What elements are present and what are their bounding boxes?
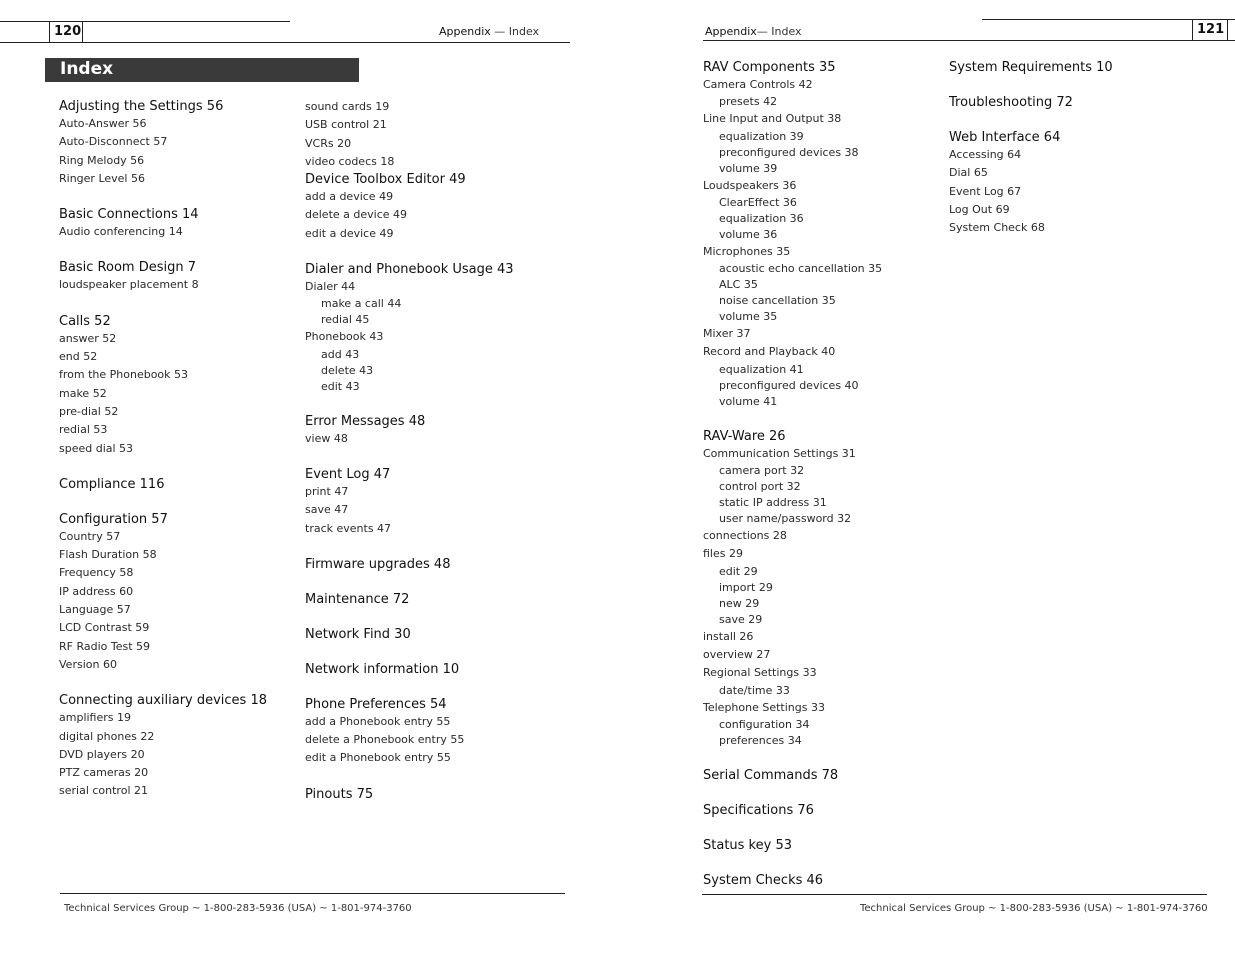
index-entry: Dialer 44 <box>305 280 356 294</box>
index-entry: PTZ cameras 20 <box>59 766 149 780</box>
index-title: Index <box>60 59 114 79</box>
index-subentry: control port 32 <box>719 480 801 494</box>
index-entry: overview 27 <box>703 647 771 661</box>
index-entry: Mixer 37 <box>703 327 751 341</box>
index-entry: speed dial 53 <box>59 441 134 455</box>
index-column-right-2 <box>949 59 1113 237</box>
index-entry: Audio conferencing 14 <box>59 225 183 239</box>
entry-spacer <box>703 819 882 837</box>
index-entry: answer 52 <box>59 331 117 345</box>
index-heading: Error Messages 48 <box>305 413 426 429</box>
index-heading: Maintenance 72 <box>305 591 410 607</box>
header-rule-right <box>703 40 1235 41</box>
index-entry: Frequency 58 <box>59 566 134 580</box>
index-subentry: preferences 34 <box>719 733 802 747</box>
index-entry: Loudspeakers 36 <box>703 178 797 192</box>
index-entry: Microphones 35 <box>703 244 791 258</box>
index-entry: make 52 <box>59 386 107 400</box>
footer-rule-right <box>702 894 1207 895</box>
index-column-left-1 <box>59 98 267 801</box>
page-number-right: 121 <box>1197 22 1225 37</box>
index-entry: RF Radio Test 59 <box>59 639 151 653</box>
page-number-box-left-edge <box>49 21 50 42</box>
index-subentry: equalization 41 <box>719 362 804 376</box>
running-head-title: Index <box>508 25 540 38</box>
index-entry: IP address 60 <box>59 584 134 598</box>
index-subentry: redial 45 <box>321 313 370 327</box>
index-subentry: noise cancellation 35 <box>719 294 836 308</box>
index-entry: video codecs 18 <box>305 154 395 168</box>
index-entry: System Check 68 <box>949 221 1045 235</box>
index-entry: Country 57 <box>59 529 121 543</box>
index-entry: add a Phonebook entry 55 <box>305 714 451 728</box>
index-entry: Camera Controls 42 <box>703 78 813 91</box>
index-heading: Serial Commands 78 <box>703 767 839 783</box>
index-column-left-2 <box>305 98 514 803</box>
entry-spacer <box>949 111 1113 129</box>
index-entry: edit a Phonebook entry 55 <box>305 751 451 765</box>
index-entry: save 47 <box>305 503 349 517</box>
index-heading: Network Find 30 <box>305 626 411 642</box>
index-entry: Communication Settings 31 <box>703 446 856 460</box>
index-heading: Basic Connections 14 <box>59 207 199 223</box>
index-entry: Language 57 <box>59 603 131 617</box>
running-head-title: Index <box>771 25 802 38</box>
entry-spacer <box>305 608 514 626</box>
index-entry: Ring Melody 56 <box>59 153 145 167</box>
entry-spacer <box>305 395 514 413</box>
index-heading: Troubleshooting 72 <box>949 95 1073 110</box>
index-subentry: configuration 34 <box>719 717 810 731</box>
page-number-box-right-edge <box>1227 19 1228 40</box>
index-subentry: user name/password 32 <box>719 512 852 526</box>
index-subentry: static IP address 31 <box>719 496 827 510</box>
index-entry: amplifiers 19 <box>59 711 131 725</box>
index-heading: RAV Components 35 <box>703 60 836 75</box>
index-subentry: date/time 33 <box>719 683 790 697</box>
index-subentry: volume 36 <box>719 227 778 241</box>
index-entry: Record and Playback 40 <box>703 345 836 359</box>
index-entry: edit a device 49 <box>305 226 394 240</box>
index-entry: print 47 <box>305 484 349 498</box>
index-entry: Auto-Disconnect 57 <box>59 135 168 149</box>
index-heading: Status key 53 <box>703 837 792 853</box>
index-entry: delete a Phonebook entry 55 <box>305 733 465 747</box>
index-heading: Firmware upgrades 48 <box>305 556 451 572</box>
index-subentry: preconfigured devices 40 <box>719 378 859 392</box>
index-subentry: equalization 36 <box>719 211 804 225</box>
index-entry: connections 28 <box>703 529 787 543</box>
entry-spacer <box>59 493 267 511</box>
index-entry: track events 47 <box>305 521 392 535</box>
header-rule-left <box>0 42 570 43</box>
index-entry: add a device 49 <box>305 190 394 204</box>
index-entry: Flash Duration 58 <box>59 548 157 562</box>
page-number-box-left-edge <box>1192 19 1193 40</box>
entry-spacer <box>305 243 514 261</box>
page-number-box-right-edge <box>82 21 83 42</box>
index-subentry: presets 42 <box>719 95 778 109</box>
index-heading: Calls 52 <box>59 313 111 329</box>
index-entry: pre-dial 52 <box>59 404 119 418</box>
index-subentry: new 29 <box>719 596 760 610</box>
index-entry: Version 60 <box>59 657 117 671</box>
entry-spacer <box>59 674 267 692</box>
index-entry: redial 53 <box>59 423 108 437</box>
index-heading: Configuration 57 <box>59 511 168 527</box>
index-subentry: equalization 39 <box>719 129 804 143</box>
entry-spacer <box>305 573 514 591</box>
running-head-section: Appendix <box>705 25 757 38</box>
entry-spacer <box>305 448 514 466</box>
index-subentry: add 43 <box>321 347 360 361</box>
index-subentry: volume 41 <box>719 394 778 408</box>
index-subentry: make a call 44 <box>321 297 402 311</box>
index-subentry: ClearEffect 36 <box>719 195 797 209</box>
entry-spacer <box>703 854 882 872</box>
footer-left: Technical Services Group ~ 1-800-283-5936 (USA) ~ 1-801-974-3760 <box>64 903 412 914</box>
index-heading: Pinouts 75 <box>305 786 374 802</box>
entry-spacer <box>305 538 514 556</box>
running-head-dash: — <box>756 25 768 38</box>
index-heading: Phone Preferences 54 <box>305 696 447 712</box>
running-head-section: Appendix <box>439 25 491 38</box>
index-entry: Telephone Settings 33 <box>703 700 825 714</box>
index-entry: from the Phonebook 53 <box>59 368 189 382</box>
index-subentry: save 29 <box>719 612 763 626</box>
index-subentry: preconfigured devices 38 <box>719 145 859 159</box>
index-heading: Compliance 116 <box>59 476 165 492</box>
index-subentry: import 29 <box>719 580 773 594</box>
index-banner <box>45 58 359 82</box>
index-heading: RAV-Ware 26 <box>703 428 786 444</box>
entry-spacer <box>703 784 882 802</box>
index-entry: sound cards 19 <box>305 100 390 113</box>
index-subentry: edit 29 <box>719 564 758 578</box>
index-subentry: ALC 35 <box>719 278 758 292</box>
index-entry: Dial 65 <box>949 166 988 180</box>
index-entry: end 52 <box>59 350 98 364</box>
index-entry: LCD Contrast 59 <box>59 621 150 635</box>
index-heading: Network information 10 <box>305 661 460 677</box>
index-subentry: volume 35 <box>719 310 778 324</box>
entry-spacer <box>305 768 514 786</box>
footer-rule-left <box>60 893 565 894</box>
index-entry: Event Log 67 <box>949 184 1022 198</box>
index-entry: loudspeaker placement 8 <box>59 278 199 292</box>
entry-spacer <box>59 458 267 476</box>
index-entry: Auto-Answer 56 <box>59 117 147 130</box>
index-heading: Basic Room Design 7 <box>59 260 196 276</box>
index-subentry: delete 43 <box>321 363 374 377</box>
index-heading: Connecting auxiliary devices 18 <box>59 693 268 709</box>
index-entry: digital phones 22 <box>59 729 155 743</box>
index-entry: USB control 21 <box>305 118 387 132</box>
entry-spacer <box>305 678 514 696</box>
entry-spacer <box>59 241 267 259</box>
index-entry: delete a device 49 <box>305 208 408 222</box>
index-subentry: acoustic echo cancellation 35 <box>719 262 883 276</box>
index-entry: Line Input and Output 38 <box>703 112 842 126</box>
page-number-left: 120 <box>54 24 82 39</box>
index-entry: serial control 21 <box>59 784 148 798</box>
index-entry: files 29 <box>703 547 743 561</box>
footer-right: Technical Services Group ~ 1-800-283-5936 (USA) ~ 1-801-974-3760 <box>860 903 1208 914</box>
index-heading: Adjusting the Settings 56 <box>59 99 224 114</box>
index-entry: Accessing 64 <box>949 148 1022 161</box>
index-subentry: volume 39 <box>719 161 778 175</box>
index-heading: Web Interface 64 <box>949 130 1061 145</box>
index-heading: Event Log 47 <box>305 466 391 482</box>
header-rule-top-left <box>0 21 290 22</box>
entry-spacer <box>703 410 882 428</box>
entry-spacer <box>59 188 267 206</box>
index-entry: install 26 <box>703 629 754 643</box>
index-entry: view 48 <box>305 431 348 445</box>
index-heading: System Requirements 10 <box>949 60 1113 75</box>
index-column-right-1 <box>703 59 882 889</box>
index-entry: Ringer Level 56 <box>59 171 145 185</box>
index-subentry: camera port 32 <box>719 464 805 478</box>
running-head-right <box>705 25 802 38</box>
index-heading: System Checks 46 <box>703 872 824 888</box>
index-heading: Specifications 76 <box>703 802 814 818</box>
entry-spacer <box>703 749 882 767</box>
running-head-left <box>439 25 539 38</box>
index-heading: Device Toolbox Editor 49 <box>305 172 466 188</box>
entry-spacer <box>305 643 514 661</box>
entry-spacer <box>949 76 1113 94</box>
index-subentry: edit 43 <box>321 379 360 393</box>
index-entry: Regional Settings 33 <box>703 666 817 680</box>
index-entry: Phonebook 43 <box>305 330 384 344</box>
header-rule-top-right <box>982 19 1235 20</box>
running-head-dash: — <box>494 25 506 38</box>
index-entry: VCRs 20 <box>305 136 352 150</box>
index-entry: DVD players 20 <box>59 747 145 761</box>
index-heading: Dialer and Phonebook Usage 43 <box>305 262 514 278</box>
index-entry: Log Out 69 <box>949 202 1010 216</box>
entry-spacer <box>59 295 267 313</box>
